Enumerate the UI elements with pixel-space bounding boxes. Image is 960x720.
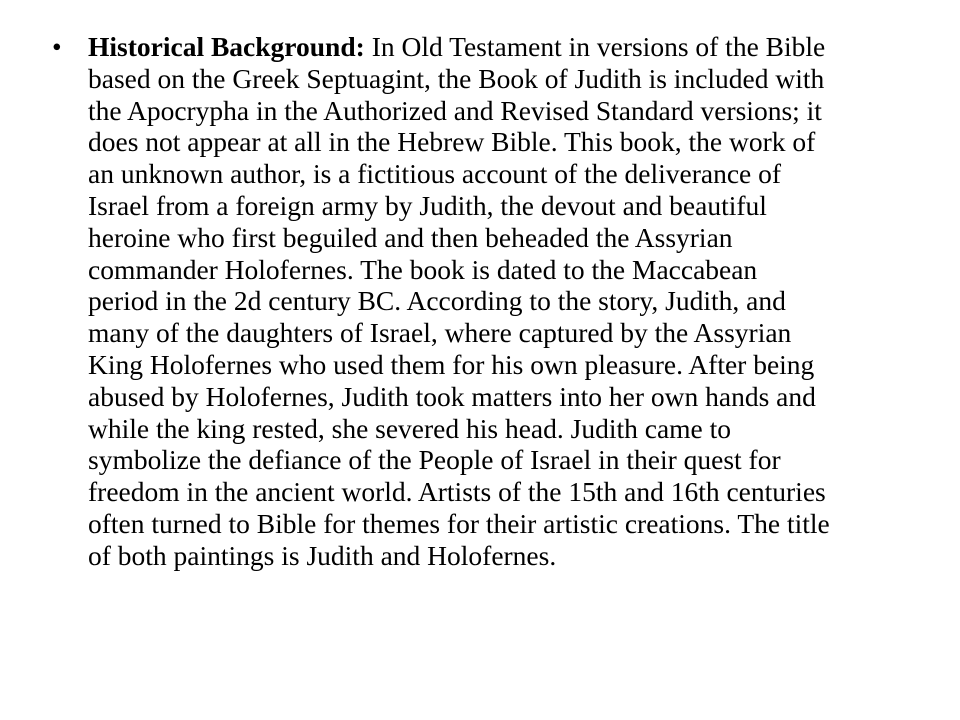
text-line-7: heroine who first beguiled and then beheaded the Assyrian <box>88 221 733 253</box>
text-line-17: of both paintings is Judith and Holofernes. <box>88 539 557 571</box>
text-line-4: does not appear at all in the Hebrew Bible. This book, the work of <box>88 126 816 158</box>
bullet-paragraph <box>52 31 950 572</box>
text-line-9: period in the 2d century BC. According to the story, Judith, and <box>88 285 786 317</box>
text-line-11: King Holofernes who used them for his own pleasure. After being <box>88 348 815 380</box>
text-line-8: commander Holofernes. The book is dated to the Maccabean <box>88 253 758 285</box>
section-label: Historical Background: <box>88 31 365 62</box>
text-line-5: an unknown author, is a fictitious account of the deliverance of <box>88 158 782 190</box>
text-line-3: the Apocrypha in the Authorized and Revised Standard versions; it <box>88 94 822 126</box>
text-line-14: symbolize the defiance of the People of Israel in their quest for <box>88 444 781 476</box>
bullet-icon: • <box>52 31 62 62</box>
text-line-10: many of the daughters of Israel, where captured by the Assyrian <box>88 317 792 349</box>
text-line-12: abused by Holofernes, Judith took matters into her own hands and <box>88 380 816 412</box>
text-line-16: often turned to Bible for themes for their artistic creations. The title <box>88 507 830 539</box>
text-line-6: Israel from a foreign army by Judith, the devout and beautiful <box>88 189 767 221</box>
text-line-1 <box>88 31 950 63</box>
text-line-13: while the king rested, she severed his head. Judith came to <box>88 412 732 444</box>
text-line-1-rest: In Old Testament in versions of the Bible <box>364 31 826 62</box>
text-line-2: based on the Greek Septuagint, the Book of Judith is included with <box>88 62 825 94</box>
text-line-15: freedom in the ancient world. Artists of the 15th and 16th centuries <box>88 476 826 508</box>
